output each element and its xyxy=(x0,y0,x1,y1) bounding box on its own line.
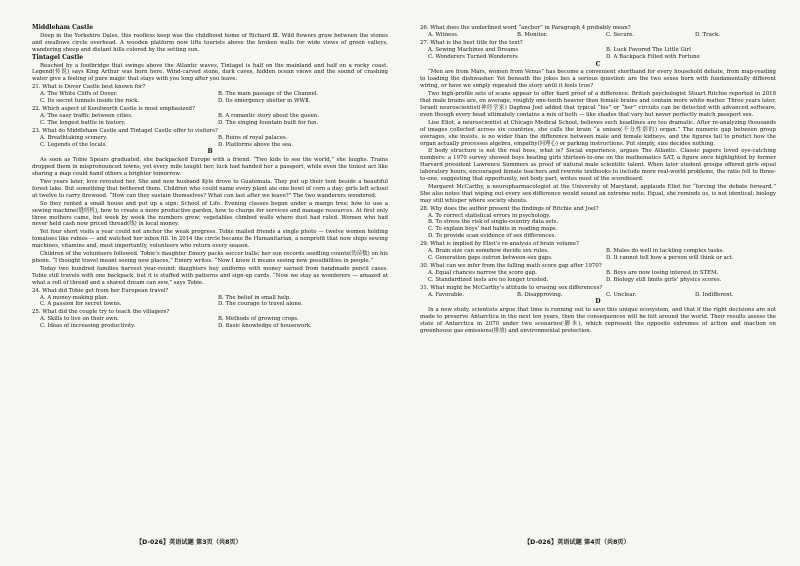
heading-middleham: Middleham Castle xyxy=(32,24,94,31)
option-a: A. The easy traffic between cities. xyxy=(40,112,133,119)
question-stem: 27. What is the best title for the text? xyxy=(420,39,523,46)
paragraph: “Men are from Mars, women from Venus” has become a convenient shorthand for every household debate, from map-reading to loading the dishwasher. Yet beneath the jokes lies a serious question: are the two sexes born with fundamentally different wiring, or have we simply repeated the story until it feels true? xyxy=(420,69,776,90)
option-b: B. Males do well in tackling complex tasks. xyxy=(606,248,724,255)
paragraph: Children of the volunteers followed. Tobie’s daughter Emery packs soccer balls; her son records seedling counts(幼苗数) on his phone. “I thought travel meant seeing new places,” Emery writes. “Now I know it means seeing new possibilities in people.” xyxy=(32,251,388,264)
paragraph: In a new study, scientists argue that time is running out to save this unique ecosystem, and that if the right decisions are not made to preserve Antarctica in the next ten years, then the consequences will be felt around the world. Their results assess the state of Antarctica in 2070 under two scenarios(脚本), which represent the opposite extremes of action and inaction on greenhouse gas emissions(排放) and environmental protection. xyxy=(420,307,776,335)
option-c: C. Unclear. xyxy=(606,291,637,298)
option-d: D. A Backpack Filled with Fortune xyxy=(606,53,700,60)
option-b: B. Ruins of royal palaces. xyxy=(218,134,288,141)
question-stem: 25. What did the couple try to teach the villagers? xyxy=(32,309,170,316)
option-c: C. A passion for secret towns. xyxy=(40,301,122,308)
option-c: C. Standardized tests are no longer trusted. xyxy=(428,276,549,283)
option-d: D. Platforms above the sea. xyxy=(218,141,293,148)
option-b: B. Luck Favored The Little Girl xyxy=(606,46,691,53)
option-d: D. The singing fountain built for fun. xyxy=(218,119,319,126)
option-a: A. Sewing Machines and Dreams xyxy=(428,46,519,53)
paragraph: Reached by a footbridge that swings above the Atlantic waves, Tintagel is half on the mainland and half on a rocky coast. Legend(传说) says King Arthur was born here. Wind-carved stone, dark caves, hidden ocean views and the sound of crashing water give a feeling of pure magic that stays with you long after you leave. xyxy=(32,62,388,83)
question-28 xyxy=(420,206,776,241)
page-footer-left: 【D-026】英语试题 第3页（共8页） xyxy=(136,539,242,546)
paragraph: So they rented a small house and put up a sign: School of Life. Evening classes began under a mango tree; how to use a sewing machine(缝纫机), how to create a more productive garden, how to charge for services and manage resources. At first only three mothers came, but week by week the numbers grew; vegetables climbed walls where dust had ruled. Women who had never held cash now priced thread(线) in local money. xyxy=(32,200,388,228)
paragraph: Deep in the Yorkshire Dales, this roofless keep was the childhood home of Richard Ⅲ. Wild flowers grow between the stones and swallows circle overhead. A wooden platform now lifts tourists above the broken walls for wide views of green valleys, wandering sheep and distant hills colored by the setting sun. xyxy=(32,32,388,53)
option-d: D. The courage to travel alone. xyxy=(218,301,303,308)
question-31 xyxy=(420,285,776,299)
option-c: C. Ideas of increasing productivity. xyxy=(40,323,136,330)
page-3-column xyxy=(32,24,388,526)
question-22 xyxy=(32,106,388,127)
option-a: A. Breathtaking scenery. xyxy=(40,134,108,141)
question-30 xyxy=(420,263,776,284)
question-stem: 26. What does the underlined word “anchor” in Paragraph 4 probably mean? xyxy=(420,25,631,31)
option-d: D. Indifferent. xyxy=(695,291,734,298)
question-29 xyxy=(420,241,776,262)
question-stem: 30. What can we infer from the falling math score gap after 1970? xyxy=(420,262,602,269)
paragraph: Today two hundred families harvest year-round; daughters buy uniforms with money earned from handmade pencil cases. Tobie still travels with one backpack, but it is stuffed with patterns and sign-up cards. “Now we stay as wonderers — amazed at what a roll of thread and a shared dream can sew,” says Tobie. xyxy=(32,265,388,286)
option-a: A. A money-making plan. xyxy=(40,294,109,301)
option-c: C. To explain boys’ bad habits in reading maps. xyxy=(428,226,558,233)
page-4-column xyxy=(420,24,776,492)
question-27 xyxy=(420,40,776,61)
option-a: A. The White Cliffs of Dover. xyxy=(40,91,118,98)
paragraph: Two high-profile sets of scans appear to offer hard proof of a difference. British psychologist Stuart Ritchie reported in 2018 that male brains are, on average, roughly one-tenth heavier than female brains and contain more white matter. Three years later, Israeli neuroscientist(神经学家) Daphna Joel added that typical “his” or “her” circuits can be detected with advanced software, even though every head ultimately contains a mix of both — like shades that vary but never perfectly match passport sex. xyxy=(420,91,776,118)
question-26 xyxy=(420,25,776,39)
option-b: B. The belief in small help. xyxy=(218,294,292,301)
paragraph: Two years later, love rerouted her. She and new husband Kyle drove to Guatemala. They put up their tent beside a beautiful forest lake. But something that bothered them. Children who could name every plant ate one bowl of corn a day; girls left school at twelve to carry firewood. “How can they sustain themselves? What can last after we leave?” The two wanderers wondered. xyxy=(32,179,388,199)
paragraph: Lise Eliot, a neuroscientist at Chicago Medical School, believes such headlines are too dramatic. After re-analyzing thousands of images collected across six countries, she calls the brain “a unisex(不分性别的) organ.” The numeric gap between group averages, she insists, is no wider than the difference between male and female kidneys, and the figures fail to predict how the organ actually processes algebra, empathy(同理心) or parking instructions. Put simply, size decides nothing. xyxy=(420,119,776,147)
option-d: D. It cannot tell how a person will think or act. xyxy=(606,255,734,261)
option-d: D. To provide scan evidence of sex differences. xyxy=(428,233,557,240)
option-a: A. Equal chances narrow the score gap. xyxy=(428,269,537,276)
option-a: A. Skills to live on their own. xyxy=(40,316,119,323)
paragraph: Margaret McCarthy, a neuropharmacologist at the University of Maryland, applauds Eliot for “forcing the debate forward.” She also notes that wiping out every sex difference would sound an extreme note. Equal, she reminds us, is not identical; biology may still whisper where society shouts. xyxy=(420,183,776,204)
question-stem: 21. What is Dover Castle best known for? xyxy=(32,84,146,91)
paragraph: If body structure is not the real boss, what is? Social experience, argues The Atlantic. Classic papers loved eye-catching numbers: a 1970 survey showed boys beating girls thirteen-to-one on the mathematics SAT, a figure once highlighted by former Harvard president Lawrence Summers as proof of natural male scientific talent. When later student groups offered girls equal laboratory hours, encouraged female teachers and rewrote textbooks to include more real-world problems, the ratio fell to three-to-one, suggesting that opportunity, not body part, writes most of the scoreboard. xyxy=(420,148,776,183)
paragraph: Yet four short visits a year could not anchor the weak progress. Tobie mailed friends a single photo — twelve women holding tomatoes like rubies — and watched her inbox fill. In 2014 the circle became Be Humanitarian, a nonprofit that now ships sewing machines, vitamins and, most importantly, volunteers who return every season. xyxy=(32,229,388,250)
option-a: A. To correct statistical errors in psychology. xyxy=(428,212,551,219)
question-25 xyxy=(32,309,388,330)
option-d: D. Basic knowledge of housework. xyxy=(218,323,312,330)
option-a: A. Brain size can somehow decide sex rules. xyxy=(428,248,549,255)
option-c: C. Secure. xyxy=(606,31,635,38)
option-c: C. Legends of the locals. xyxy=(40,141,108,148)
option-c: C. The longest battle in history. xyxy=(40,119,126,126)
option-c: C. Wonderers Turned Wonderers xyxy=(428,53,518,60)
option-b: B. A romantic story about the queen. xyxy=(218,112,320,119)
option-d: D. Its emergency shelter in WWⅡ. xyxy=(218,98,311,105)
question-stem: 31. What might be McCarthy’s attitude to erasing sex differences? xyxy=(420,284,603,291)
option-d: D. Track. xyxy=(695,31,720,38)
option-b: B. To stress the risk of single-country data sets. xyxy=(428,219,559,226)
question-24 xyxy=(32,288,388,309)
option-d: D. Biology still limits girls’ physics scores. xyxy=(606,276,722,283)
question-23 xyxy=(32,128,388,149)
option-a: A. Witness. xyxy=(428,31,459,38)
option-b: B. Monitor. xyxy=(517,31,548,38)
option-c: C. Its secret tunnels inside the rock. xyxy=(40,98,140,105)
passage-letter-d: D xyxy=(595,298,601,306)
question-stem: 28. Why does the author present the findings of Ritchie and Joel? xyxy=(420,205,599,212)
paragraph: As soon as Tobie Spears graduated, she backpacked Europe with a friend. “Two kids to see the world,” she laughs. Trains dropped them in mispronounced towns, yet every mile taught her; luck had handed her a passport, while even the tiniest act like sharing a map could hand others a brighter tomorrow. xyxy=(32,157,388,178)
passage-letter-c: C xyxy=(595,60,601,68)
option-b: B. The main passage of the Channel. xyxy=(218,91,319,98)
page-footer-right: 【D-026】英语试题 第4页（共8页） xyxy=(524,539,630,546)
heading-tintagel: Tintagel Castle xyxy=(32,53,84,61)
option-b: B. Boys are now losing interest in STEM. xyxy=(606,269,719,276)
option-c: C. Generation gaps outrun between-sex gaps. xyxy=(428,255,553,261)
passage-letter-b: B xyxy=(207,148,213,156)
option-b: B. Disapproving. xyxy=(517,291,563,298)
question-stem: 29. What is implied by Eliot’s re-analysis of brain volume? xyxy=(420,241,579,248)
option-b: B. Methods of growing crops. xyxy=(218,316,299,323)
question-stem: 24. What did Tobie get from her European travel? xyxy=(32,287,169,294)
question-stem: 22. Which aspect of Kenilworth Castle is most emphasized? xyxy=(32,105,195,112)
option-a: A. Favorable. xyxy=(428,291,465,298)
question-21 xyxy=(32,84,388,105)
question-stem: 23. What do Middleham Castle and Tintagel Castle offer to visitors? xyxy=(32,127,218,134)
